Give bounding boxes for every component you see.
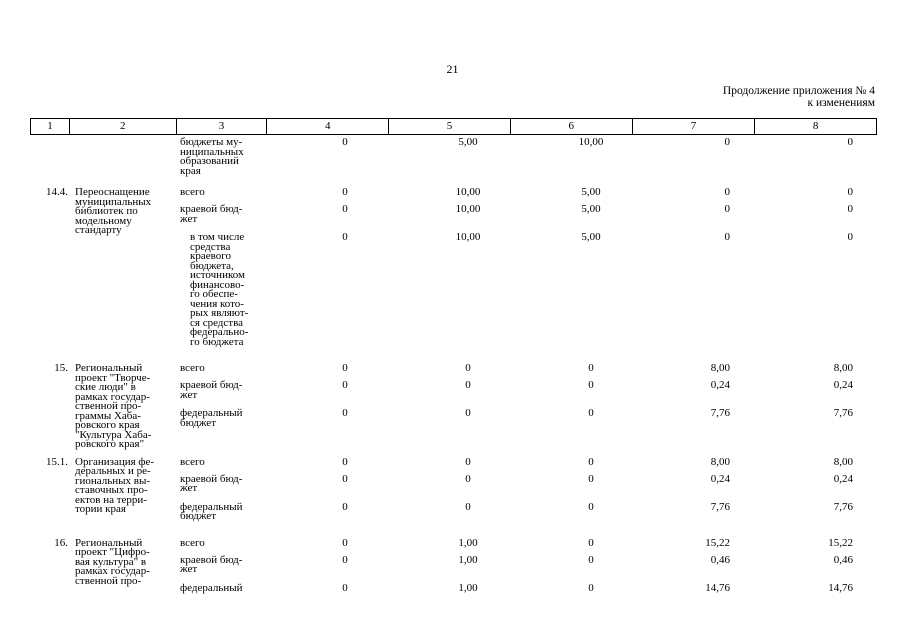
value-c5: 0 [465, 472, 471, 485]
value-c8: 0,46 [833, 553, 853, 566]
row-name: Переоснащение муниципальных библиотек по модельному стандарту [75, 186, 152, 236]
value-c8: 0,24 [833, 379, 853, 391]
value-c8: 7,76 [833, 500, 853, 513]
value-c7: 7,76 [710, 500, 730, 513]
row-number: 15.1. [46, 455, 68, 468]
value-c5: 5,00 [458, 136, 478, 148]
value-c6: 0 [588, 455, 594, 468]
value-c7: 0 [724, 231, 730, 243]
value-c4: 0 [342, 455, 348, 468]
funding-source: всего [180, 362, 205, 374]
page-number: 21 [446, 62, 459, 76]
value-c7: 15,22 [705, 536, 730, 549]
value-c6: 0 [588, 379, 594, 391]
funding-source: в том числе средства краевого бюджета, источником финансово- го обеспе- чения кото- рых являют- ся средства федерально- го бюджета [190, 231, 249, 348]
value-c8: 8,00 [833, 455, 853, 468]
value-c4: 0 [342, 407, 348, 419]
value-c6: 5,00 [581, 203, 601, 215]
funding-source: краевой бюд- жет [180, 553, 243, 575]
value-c4: 0 [342, 186, 348, 198]
appendix-line2: к изменениям [807, 97, 875, 109]
value-c8: 0 [847, 231, 853, 243]
value-c4: 0 [342, 581, 348, 594]
row-number: 15. [54, 362, 68, 374]
value-c6: 5,00 [581, 186, 601, 198]
funding-source: федеральный бюджет [180, 407, 243, 429]
value-c8: 8,00 [833, 362, 853, 374]
value-c7: 0 [724, 203, 730, 215]
value-c7: 7,76 [710, 407, 730, 419]
column-header-1: 1 [47, 120, 53, 132]
value-c7: 8,00 [710, 455, 730, 468]
row-name: Региональный проект "Цифро- вая культура" в рамках государ- ственной про- [75, 536, 150, 587]
value-c6: 0 [588, 553, 594, 566]
funding-source: краевой бюд- жет [180, 379, 243, 401]
value-c7: 0 [724, 136, 730, 148]
value-c5: 0 [465, 362, 471, 374]
funding-source: краевой бюд- жет [180, 472, 243, 494]
value-c5: 1,00 [458, 553, 478, 566]
value-c5: 0 [465, 455, 471, 468]
value-c5: 0 [465, 379, 471, 391]
value-c6: 10,00 [578, 136, 604, 148]
value-c4: 0 [342, 500, 348, 513]
funding-source: краевой бюд- жет [180, 203, 243, 225]
value-c6: 0 [588, 500, 594, 513]
value-c5: 0 [465, 500, 471, 513]
value-c8: 0 [847, 136, 853, 148]
funding-source: всего [180, 186, 205, 198]
funding-source: федеральный [180, 581, 243, 594]
value-c7: 14,76 [705, 581, 730, 594]
appendix-line1: Продолжение приложения № 4 [722, 85, 875, 97]
funding-source: всего [180, 455, 205, 468]
value-c6: 0 [588, 407, 594, 419]
row-name: Организация фе- деральных и ре- гиональных вы- ставочных про- ектов на терри- тории края [75, 455, 155, 515]
value-c7: 8,00 [710, 362, 730, 374]
value-c8: 0,24 [833, 472, 853, 485]
column-header-4: 4 [266, 119, 388, 134]
value-c5: 10,00 [455, 203, 481, 215]
row-number: 16. [54, 536, 68, 549]
column-header-8: 8 [754, 119, 876, 134]
table-header-row [30, 118, 877, 135]
value-c6: 5,00 [581, 231, 601, 243]
value-c5: 0 [465, 407, 471, 419]
value-c5: 1,00 [458, 581, 478, 594]
value-c4: 0 [342, 231, 348, 243]
value-c5: 1,00 [458, 536, 478, 549]
value-c7: 0,24 [710, 379, 730, 391]
value-c6: 0 [588, 472, 594, 485]
funding-source: бюджеты му- ниципальных образований края [180, 136, 244, 177]
row-name: Региональный проект "Творче- ские люди" в рамках государ- ственной про- граммы Хаба- ровского края "Культура Хаба- ровского края" [75, 362, 152, 450]
value-c8: 14,76 [828, 581, 853, 594]
value-c4: 0 [342, 136, 348, 148]
value-c7: 0,24 [710, 472, 730, 485]
value-c8: 15,22 [828, 536, 853, 549]
value-c5: 10,00 [455, 186, 481, 198]
column-header-2: 2 [69, 119, 176, 134]
column-header-5: 5 [388, 119, 510, 134]
value-c4: 0 [342, 472, 348, 485]
value-c5: 10,00 [455, 231, 481, 243]
value-c6: 0 [588, 536, 594, 549]
value-c7: 0,46 [710, 553, 730, 566]
appendix-note [723, 85, 875, 109]
value-c7: 0 [724, 186, 730, 198]
value-c8: 0 [847, 186, 853, 198]
value-c4: 0 [342, 379, 348, 391]
value-c4: 0 [342, 553, 348, 566]
value-c6: 0 [588, 362, 594, 374]
value-c4: 0 [342, 362, 348, 374]
column-header-7: 7 [632, 119, 755, 134]
value-c8: 0 [847, 203, 853, 215]
value-c6: 0 [588, 581, 594, 594]
value-c8: 7,76 [833, 407, 853, 419]
value-c4: 0 [342, 536, 348, 549]
column-header-6: 6 [510, 119, 632, 134]
value-c4: 0 [342, 203, 348, 215]
funding-source: федеральный бюджет [180, 500, 243, 522]
funding-source: всего [180, 536, 205, 549]
row-number: 14.4. [46, 186, 68, 198]
column-header-3: 3 [176, 119, 267, 134]
